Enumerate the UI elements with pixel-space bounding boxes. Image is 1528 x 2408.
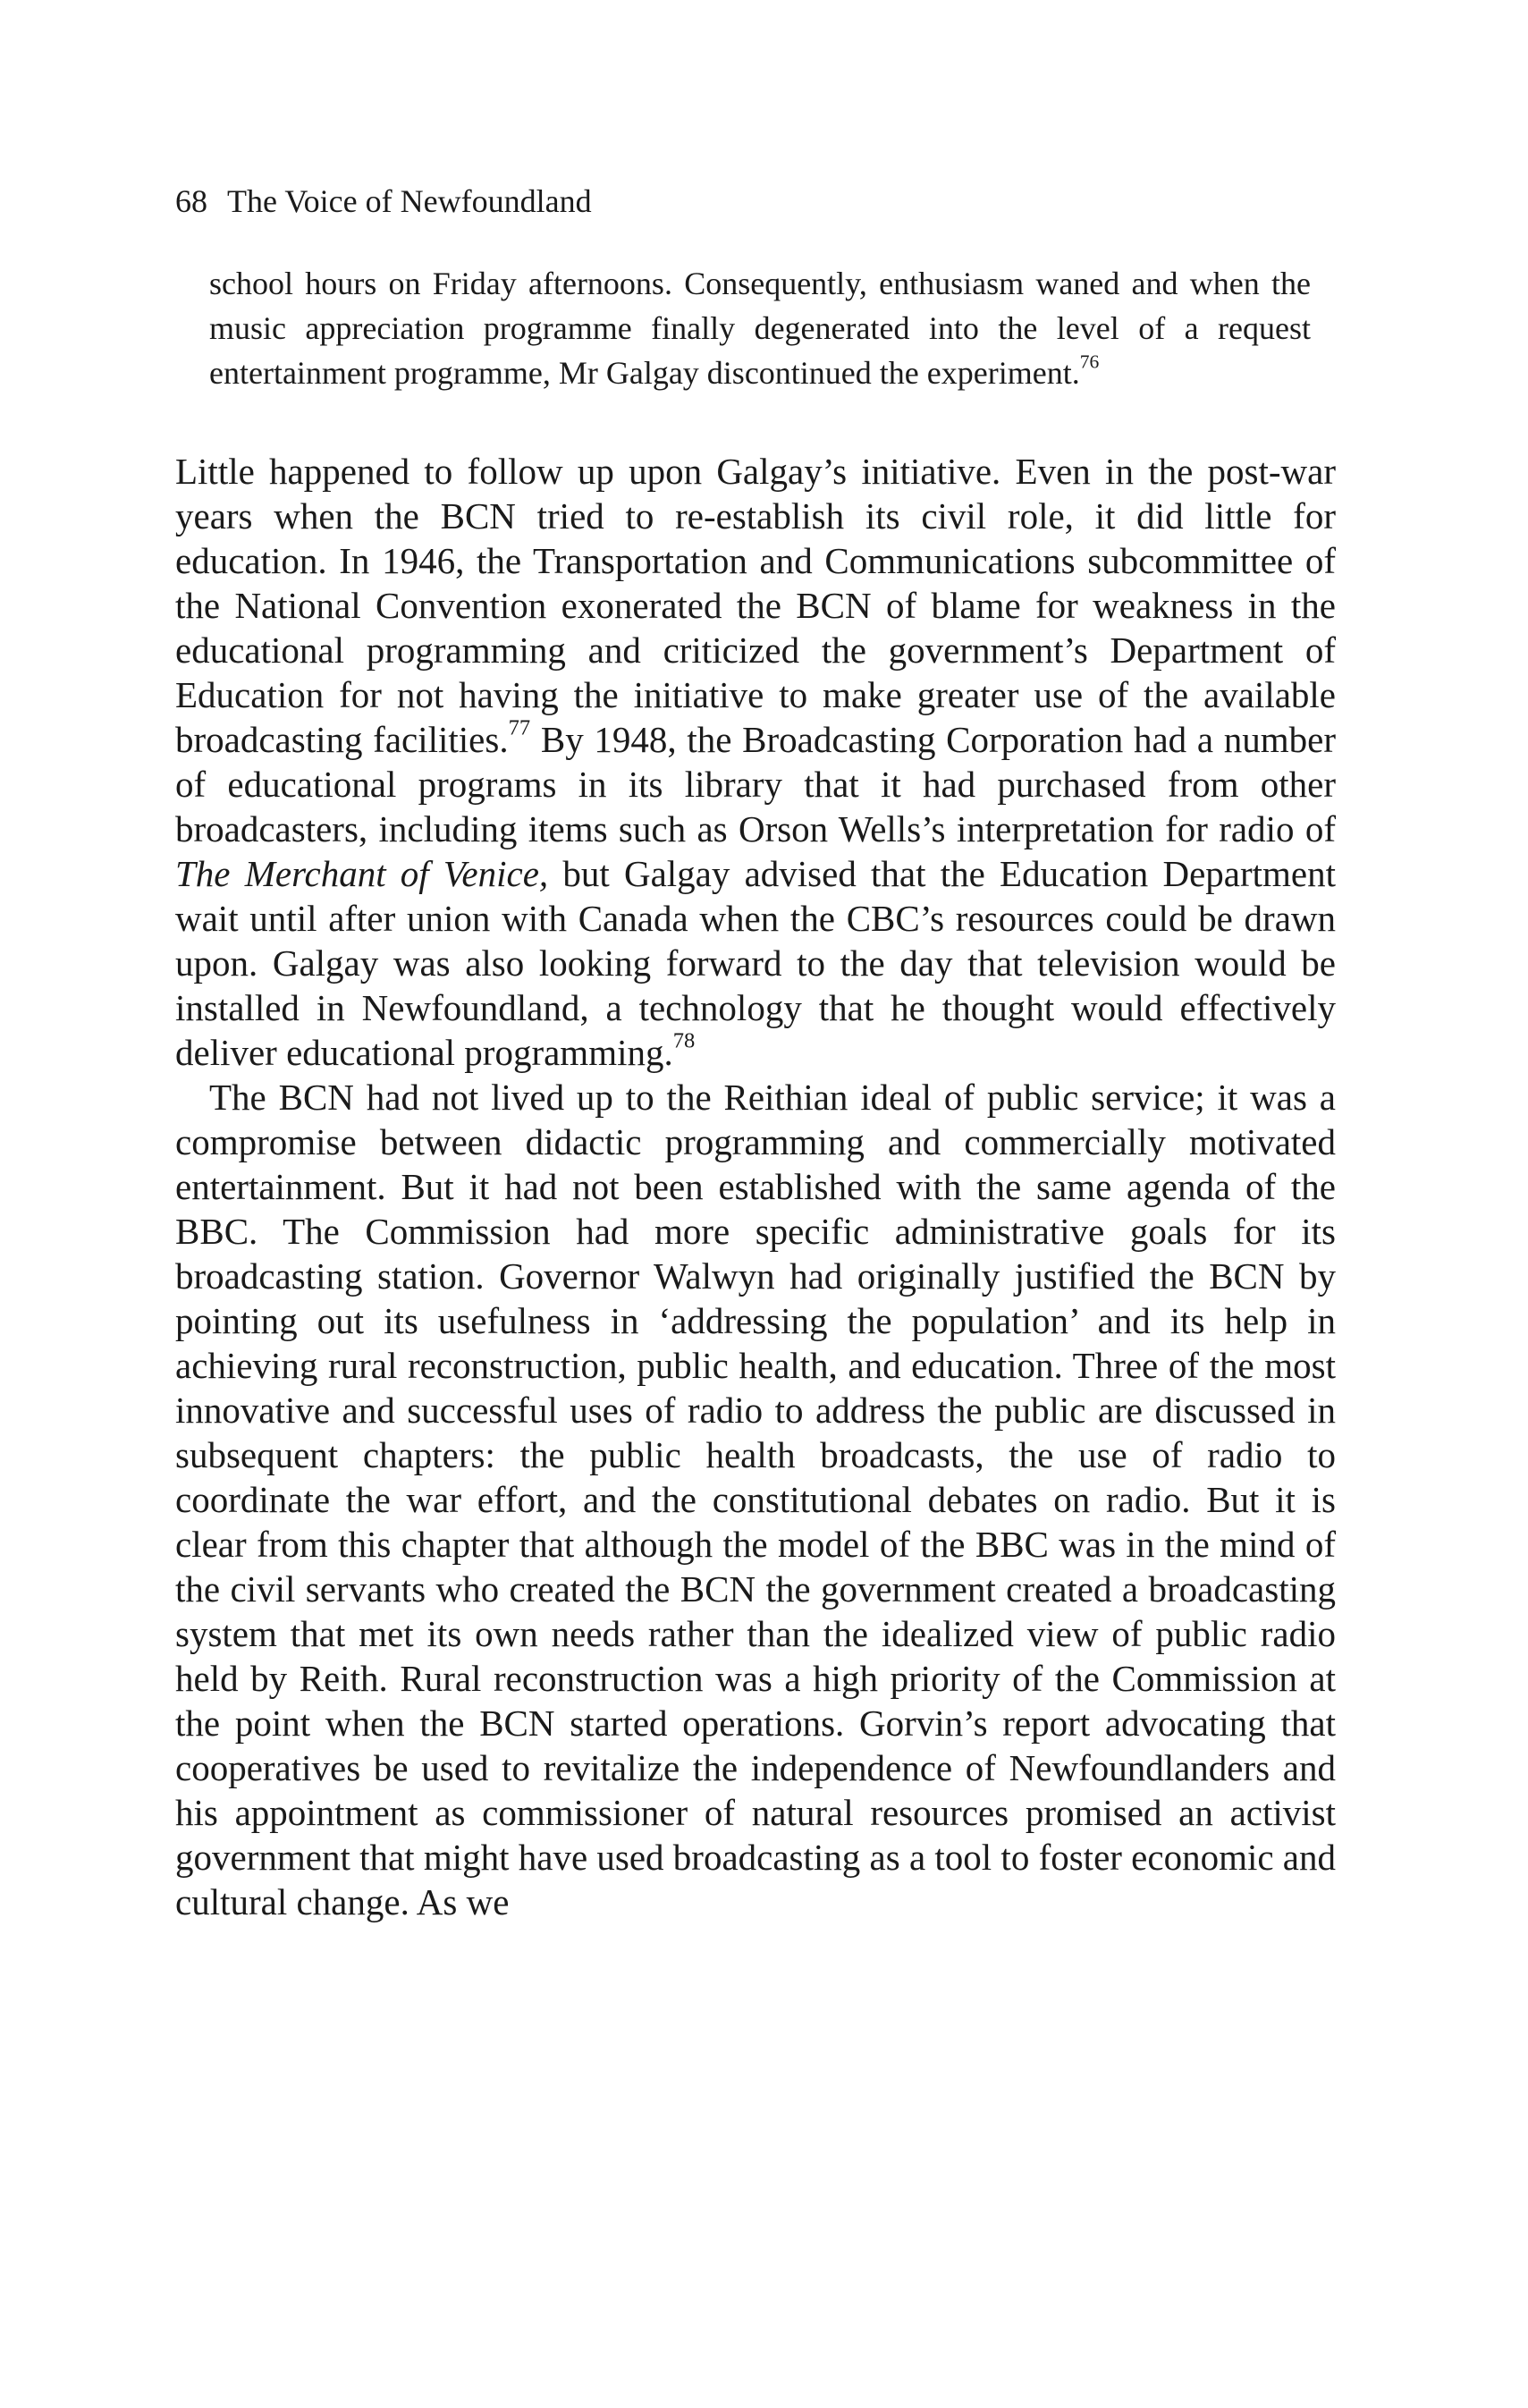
- book-title: The Voice of Newfoundland: [227, 183, 592, 219]
- quote-line-3: level of a request entertainment programme, Mr Galgay discontinued the: [209, 310, 1312, 391]
- paragraph-1-text-a: Little happened to follow up upon Galgay’s initiative. Even in the post-war years when the BCN tried to re-establish its civil role, it did little for education. In 1946, the Transportation and Communications subcommittee of the National Convention exonerated the BCN of blame for weakness in the educational programming and criticized the government’s Department of Education for not having the initiative to make greater use of the available broadcasting facilities.: [175, 451, 1336, 760]
- block-quote: [209, 261, 1311, 395]
- paragraph-1-text-c: but Galgay advised that the Education Department wait until after union with Canada when the CBC’s resources could be drawn upon. Galgay was also looking forward to the day that television would be installed in Newfoundland, a technology that he thought would effectively deliver educational programming.: [175, 853, 1337, 1073]
- page-number: 68: [175, 183, 207, 219]
- running-head: [175, 179, 1336, 224]
- footnote-ref-76: 76: [1079, 351, 1100, 373]
- quote-line-2: when the music appreciation programme finally degenerated into the: [209, 266, 1312, 346]
- body-paragraph-1: [175, 449, 1336, 1075]
- body-paragraph-2: The BCN had not lived up to the Reithian ideal of public service; it was a compromise between didactic programming and commercially motivated entertainment. But it had not been established with the same agenda of the BBC. The Commission had more specific administrative goals for its broadcasting station. Governor Walwyn had originally justified the BCN by pointing out its usefulness in ‘addressing the population’ and its help in achieving rural reconstruction, public health, and education. Three of the most innovative and successful uses of radio to address the public are discussed in subsequent chapters: the public health broadcasts, the use of radio to coordinate the war effort, and the constitutional debates on radio. But it is clear from this chapter that although the model of the BBC was in the mind of the civil servants who created the BCN the government created a broadcasting system that met its own needs rather than the idealized view of public radio held by Reith. Rural reconstruction was a high priority of the Commission at the point when the BCN started operations. Gorvin’s report advocating that cooperatives be used to revitalize the independence of Newfoundlanders and his appointment as commissioner of natural resources promised an activist government that might have used broadcasting as a tool to foster economic and cultural change. As we: [175, 1077, 1336, 1922]
- footnote-ref-78: 78: [672, 1028, 696, 1053]
- footnote-ref-77: 77: [508, 715, 531, 740]
- quote-last-line: experiment.: [926, 355, 1080, 391]
- quote-line-1: school hours on Friday afternoons. Consequently, enthusiasm waned and: [209, 266, 1178, 301]
- paragraph-1-text-b: By 1948, the Broadcasting Corporation had a number of educational programs in its library that it had purchased from other broadcasters, including items such as Orson Wells’s interpretation for radio of: [175, 719, 1336, 849]
- book-page: [175, 179, 1336, 1924]
- italic-work-title: The Merchant of Venice,: [175, 853, 549, 894]
- quote-text: [209, 266, 1311, 391]
